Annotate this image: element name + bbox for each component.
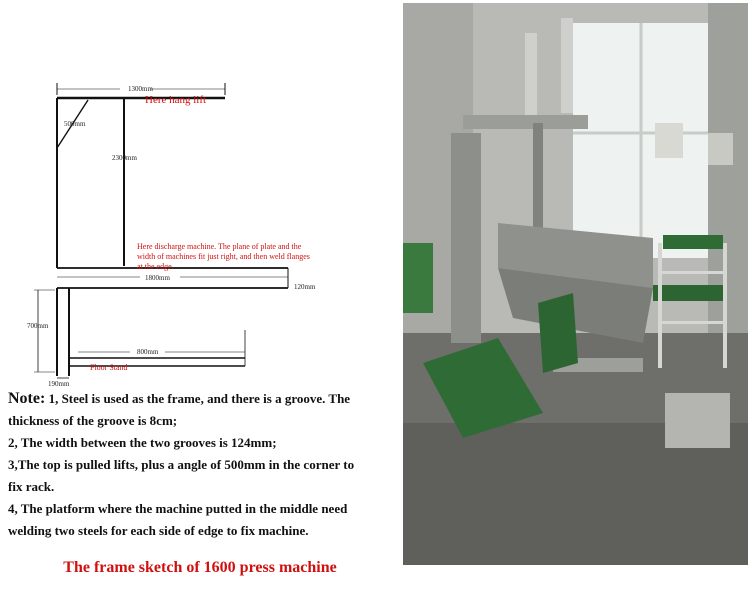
dim-top-width: 1300mm <box>128 85 153 93</box>
note-line-5: fix rack. <box>8 479 55 494</box>
figure-caption: The frame sketch of 1600 press machine <box>63 559 337 576</box>
note-heading: Note: <box>8 390 46 407</box>
machine-photo-illustration <box>403 3 748 565</box>
note-text-1: 1, Steel is used as the frame, and there is a groove. The <box>45 391 351 406</box>
annotation-discharge-2: width of machines fit just right, and then weld flanges <box>137 252 310 261</box>
machine-photo <box>403 3 748 565</box>
annotation-hang-lift: Here hang lift <box>145 94 207 106</box>
dim-base-width: 190mm <box>48 380 70 388</box>
dim-beam-length: 1800mm <box>145 274 170 282</box>
note-line-1 <box>8 388 404 410</box>
dim-lower-height: 700mm <box>27 322 49 330</box>
dim-beam-depth: 120mm <box>294 283 316 291</box>
dim-diagonal: 500mm <box>64 120 86 128</box>
dim-stand-length: 800mm <box>137 348 159 356</box>
notes-block <box>8 388 404 542</box>
dim-height-upper: 2300mm <box>112 154 137 162</box>
annotation-discharge-3: at the edge. <box>137 262 174 271</box>
annotation-discharge-1: Here discharge machine. The plane of plate and the <box>137 242 302 251</box>
note-line-4: 3,The top is pulled lifts, plus a angle of 500mm in the corner to <box>8 457 355 472</box>
annotation-floor-stand: Floor Stand <box>90 363 128 372</box>
note-line-6: 4, The platform where the machine putted in the middle need <box>8 501 348 516</box>
note-line-3: 2, The width between the two grooves is 124mm; <box>8 435 277 450</box>
note-line-2: thickness of the groove is 8cm; <box>8 413 178 428</box>
frame-sketch <box>0 0 400 390</box>
note-line-7: welding two steels for each side of edge to fix machine. <box>8 523 309 538</box>
